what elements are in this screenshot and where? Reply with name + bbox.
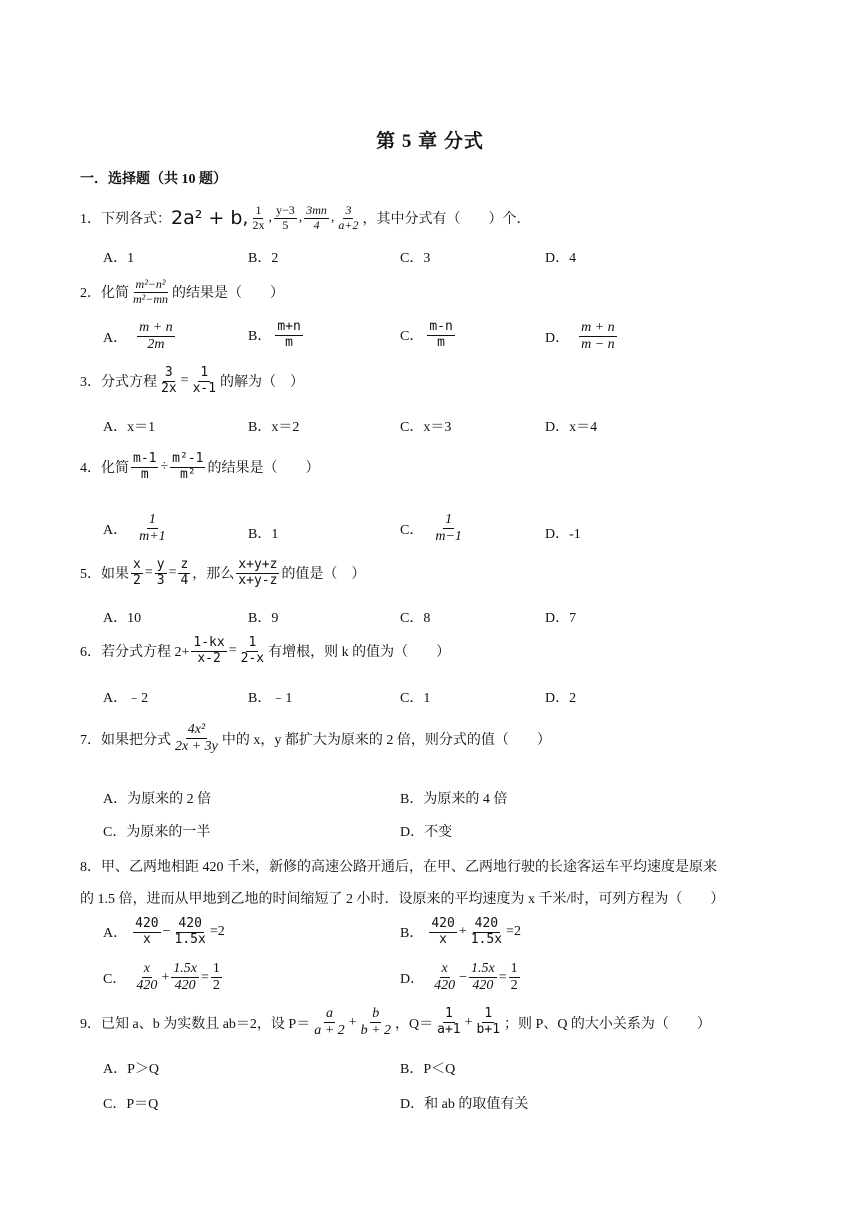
q5-option-d[interactable]: D．7	[545, 611, 577, 626]
q1-frac-3: $\frac{3mn}{4}$	[306, 203, 327, 232]
q3-option-b[interactable]: B．x＝2	[248, 420, 300, 435]
question-9: 9．已知 a、b 为实数且 ab＝2，设 P＝ $\frac{a}{a + 2}$ + $\frac{b}{b + 2}$ ，Q＝ $\frac{1}{a+1}$ + $\frac{1}{b+1}$ ；则 P、Q 的大小关系为（ ）	[80, 1006, 711, 1039]
q7-prefix: 7．如果把分式	[80, 732, 171, 748]
q4-option-a[interactable]: A． $\frac{1}{m+1}$	[103, 512, 166, 545]
q4-frac-2: $\frac{\text{m²-1}}{\text{m²}}$	[172, 451, 204, 482]
q2-option-a[interactable]: A． $\frac{m + n}{2m}$	[103, 320, 173, 353]
q4-prefix: 4．化简	[80, 461, 129, 477]
q9-option-c[interactable]: C．P＝Q	[103, 1097, 159, 1112]
q9-option-b[interactable]: B．P＜Q	[400, 1062, 456, 1077]
question-6: 6．若分式方程 2+ $\frac{1-kx}{x-2}$ = $\frac{1}{2-x}$ 有增根，则 k 的值为（ ）	[80, 635, 451, 666]
q1-prefix: 1．下列各式：	[80, 212, 171, 228]
q5-suffix: 的值是（ ）	[281, 567, 366, 583]
q6-option-a[interactable]: A．﹣2	[103, 691, 149, 706]
q1-option-c[interactable]: C．3	[400, 251, 431, 266]
q9-suffix: ；则 P、Q 的大小关系为（ ）	[504, 1016, 711, 1032]
q2-frac: $\frac{\text{m²−n²}}{\text{m²−mn}}$	[133, 277, 169, 306]
q3-prefix: 3．分式方程	[80, 375, 157, 391]
question-1: 1．下列各式： 2a² + b, $\frac{1}{2x}$ , $\frac{y-3}{5}$ , $\frac{3mn}{4}$ , $\frac{3}{a+2}$ ，其中分式有（ ）个．	[80, 203, 531, 232]
q3-frac-1: $\frac{3}{2x}$	[161, 365, 177, 396]
q4-option-c[interactable]: C． $\frac{1}{m-1}$	[400, 512, 462, 545]
q8-line-2: 的 1.5 倍，进而从甲地到乙地的时间缩短了 2 小时．设原来的平均速度为 x 千米/时，可列方程为（ ）	[80, 892, 725, 907]
q7-frac: $\frac{\text{4x²}}{2x + 3y}$	[175, 722, 218, 755]
q5-option-a[interactable]: A．10	[103, 611, 142, 626]
q7-option-c[interactable]: C．为原来的一半	[103, 825, 211, 840]
q5-prefix: 5．如果	[80, 567, 129, 583]
q6-suffix: 有增根，则 k 的值为（ ）	[268, 645, 451, 661]
page-title: 第 5 章 分式	[376, 131, 484, 152]
q1-option-b[interactable]: B．2	[248, 251, 279, 266]
q6-option-d[interactable]: D．2	[545, 691, 577, 706]
q1-option-a[interactable]: A．1	[103, 251, 135, 266]
q7-option-a[interactable]: A．为原来的 2 倍	[103, 792, 212, 807]
q8-option-b[interactable]: B． $\frac{420}{x}$ + $\frac{420}{1.5x}$ =2	[400, 916, 521, 947]
q9-prefix: 9．已知 a、b 为实数且 ab＝2，设 P＝	[80, 1016, 311, 1032]
q7-option-d[interactable]: D．不变	[400, 825, 453, 840]
q3-option-a[interactable]: A．x＝1	[103, 420, 156, 435]
q4-option-d[interactable]: D．-1	[545, 527, 581, 542]
q5-option-c[interactable]: C．8	[400, 611, 431, 626]
q4-frac-1: $\frac{m-1}{m}$	[133, 451, 157, 482]
q4-option-b[interactable]: B．1	[248, 527, 279, 542]
q8-option-c[interactable]: C． $\frac{x}{420}$ + $\frac{1.5x}{420}$ = $\frac{1}{2}$	[103, 961, 220, 994]
question-2	[80, 278, 284, 307]
q4-suffix: 的结果是（ ）	[207, 461, 320, 477]
q7-suffix: 中的 x，y 都扩大为原来的 2 倍，则分式的值（ ）	[221, 732, 551, 748]
q2-option-d[interactable]: D． $\frac{m + n}{m - n}$	[545, 320, 615, 353]
q6-option-c[interactable]: C．1	[400, 691, 431, 706]
q3-option-d[interactable]: D．x＝4	[545, 420, 598, 435]
q3-suffix: 的解为（ ）	[220, 375, 305, 391]
q5-frac-4: $\frac{x+y+z}{x+y-z}$	[238, 557, 278, 588]
q6-option-b[interactable]: B．﹣1	[248, 691, 293, 706]
q9-option-a[interactable]: A．P＞Q	[103, 1062, 160, 1077]
q1-frac-1: $\frac{1}{2x}$	[252, 203, 265, 232]
q1-frac-4: $\frac{3}{a+2}$	[338, 203, 359, 232]
q6-prefix: 6．若分式方程 2+	[80, 645, 190, 661]
q2-option-c[interactable]: C． $\frac{m-n}{m}$	[400, 319, 453, 350]
q9-option-d[interactable]: D．和 ab 的取值有关	[400, 1097, 529, 1112]
q1-expr: 2a² + b,	[171, 207, 249, 230]
q8-option-d[interactable]: D． $\frac{x}{420}$ − $\frac{1.5x}{420}$ = $\frac{1}{2}$	[400, 961, 518, 994]
q1-option-d[interactable]: D．4	[545, 251, 577, 266]
section-heading: 一．选择题（共 10 题）	[80, 172, 227, 187]
question-5: 5．如果 $\frac{x}{2}$ = $\frac{y}{3}$ = $\frac{z}{4}$ ，那么 $\frac{x+y+z}{x+y-z}$ 的值是（ ）	[80, 557, 366, 588]
q7-option-b[interactable]: B．为原来的 4 倍	[400, 792, 508, 807]
q2-suffix: 的结果是（ ）	[172, 286, 285, 302]
q2-prefix: 2．化简	[80, 286, 129, 302]
q8-line-1: 8．甲、乙两地相距 420 千米，新修的高速公路开通后，在甲、乙两地行驶的长途客运车平均速度是原来	[80, 860, 717, 875]
q1-frac-2: $\frac{y-3}{5}$	[275, 203, 295, 232]
q3-option-c[interactable]: C．x＝3	[400, 420, 452, 435]
q2-option-b[interactable]: B． $\frac{m+n}{m}$	[248, 319, 301, 350]
question-4: 4．化简 $\frac{m-1}{m}$ ÷ $\frac{\text{m²-1}}{\text{m²}}$ 的结果是（ ）	[80, 451, 320, 482]
question-7	[80, 722, 551, 755]
q1-suffix: ，其中分式有（ ）个．	[362, 212, 531, 228]
question-3: 3．分式方程 $\frac{3}{2x}$ = $\frac{1}{x-1}$ 的解为（ ）	[80, 365, 305, 396]
q5-option-b[interactable]: B．9	[248, 611, 279, 626]
q8-option-a[interactable]: A． $\frac{420}{x}$ − $\frac{420}{1.5x}$ =2	[103, 916, 225, 947]
q3-frac-2: $\frac{1}{x-1}$	[192, 365, 217, 396]
